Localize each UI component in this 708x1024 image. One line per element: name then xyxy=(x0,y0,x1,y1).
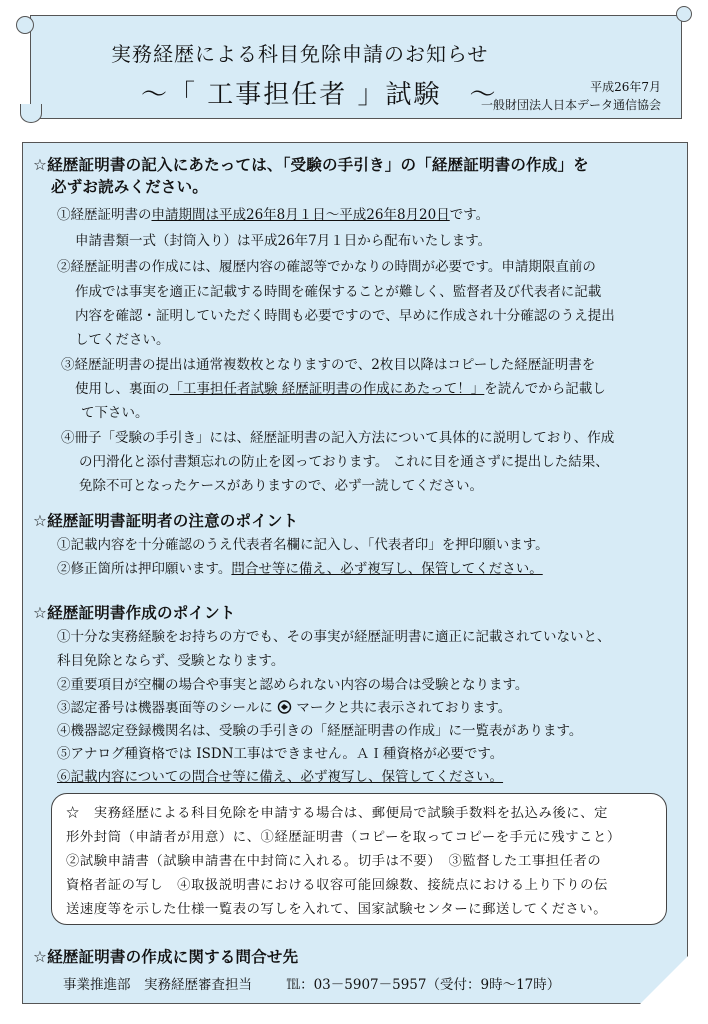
section1-item2-line3: 内容を確認・証明していただく時間も必要ですので、早めに作成され十分確認のうえ提出 xyxy=(75,308,615,324)
notice-line3: ②試験申請書（試験申請書在中封筒に入れる。切手は不要） ③監督した工事担任者の xyxy=(66,854,602,869)
main-panel xyxy=(22,142,688,1004)
header-banner xyxy=(30,15,682,119)
page-fold-corner xyxy=(640,956,688,1004)
notice-line1: ☆ 実務経歴による科目免除を申請する場合は、郵便局で試験手数料を払込み後に、定 xyxy=(66,806,608,821)
contact-heading: ☆経歴証明書の作成に関する問合せ先 xyxy=(33,948,299,966)
section1-item3-line3: て下さい。 xyxy=(81,405,149,421)
section3-item6 xyxy=(57,767,503,787)
section1-item1-line2: 申請書類一式（封筒入り）は平成26年7月１日から配布いたします。 xyxy=(75,233,492,249)
section1-item2-line2: 作成では事実を適正に記載する時間を確保することが難しく、監督者及び代表者に記載 xyxy=(75,284,602,300)
back-side-guide-link: 「工事担任者試験 経歴証明書の作成にあたって！」 xyxy=(169,381,485,397)
section3-item2: ②重要項目が空欄の場合や事実と認められない内容の場合は受験となります。 xyxy=(57,677,529,693)
section2-item1: ①記載内容を十分確認のうえ代表者名欄に記入し、「代表者印」を押印願います。 xyxy=(57,537,549,553)
section3-item4: ④機器認定登録機関名は、受験の手引きの「経歴証明書の作成」に一覧表があります。 xyxy=(57,723,583,739)
section3-heading: ☆経歴証明書作成のポイント xyxy=(33,604,236,622)
scroll-curl-icon xyxy=(16,16,34,34)
keep-copy-note: 問合せ等に備え、必ず複写し、保管してください。 xyxy=(231,561,543,577)
scroll-curl-icon xyxy=(20,104,42,123)
banner-subtitle: ～「 工事担任者 」試験 ～ xyxy=(141,80,498,110)
section1-item3: ③経歴証明書の提出は通常複数枚となりますので、2枚目以降はコピーした経歴証明書を xyxy=(61,357,596,373)
section3-item1-line2: 科目免除とならず、受験となります。 xyxy=(57,653,285,669)
section1-item2: ②経歴証明書の作成には、履歴内容の確認等でかなりの時間が必要です。申請期限直前の xyxy=(57,259,596,275)
contact-tel: ：03－5907－5957（受付：9時～17時） xyxy=(300,977,561,993)
banner-organization: 一般財団法人日本データ通信協会 xyxy=(480,98,661,112)
notice-line5: 送速度等を示した仕様一覧表の写しを入れて、国家試験センターに郵送してください。 xyxy=(66,902,608,917)
section1-item4-line3: 免除不可となったケースがありますので、必ず一読してください。 xyxy=(79,478,484,494)
notice-box xyxy=(51,793,667,925)
section2-item2: ②修正箇所は押印願います。問合せ等に備え、必ず複写し、保管してください。 xyxy=(57,561,543,577)
contact-department: 事業推進部 実務経歴審査担当 xyxy=(63,977,252,993)
section2-heading: ☆経歴証明書証明者の注意のポイント xyxy=(33,512,299,530)
notice-line2: 形外封筒（申請者が用意）に、①経歴証明書（コピーを取ってコピーを手元に残すこと） xyxy=(66,830,621,845)
section1-item4-line2: の円滑化と添付書類忘れの防止を図っております。 これに目を通さずに提出した結果、 xyxy=(79,454,609,470)
section1-item3-line2: 使用し、裏面の「工事担任者試験 経歴証明書の作成にあたって！」を読んでから記載し xyxy=(75,381,606,397)
contact-info xyxy=(63,973,560,993)
application-period: 申請期間は平成26年8月１日～平成26年8月20日 xyxy=(151,207,450,223)
banner-date: 平成26年7月 xyxy=(590,80,661,94)
section3-item3: ③認定番号は機器裏面等のシールに マークと共に表示されております。 xyxy=(57,700,512,716)
section1-item4: ④冊子「受験の手引き」には、経歴証明書の記入方法について具体的に説明しており、作成 xyxy=(61,430,615,446)
scroll-curl-icon xyxy=(676,6,692,22)
section1-item2-line4: してください。 xyxy=(75,332,170,348)
banner-title: 実務経歴による科目免除申請のお知らせ xyxy=(111,42,489,66)
section1-item1: ①経歴証明書の申請期間は平成26年8月１日～平成26年8月20日です。 xyxy=(57,207,490,223)
keep-copy-note-2: ⑥記載内容についての問合せ等に備え、必ず複写し、保管してください。 xyxy=(57,769,504,785)
section1-heading-cont: 必ずお読みください。 xyxy=(51,178,209,196)
notice-line4: 資格者証の写し ④取扱説明書における収容可能回線数、接続点における上り下りの伝 xyxy=(66,878,608,893)
section3-item5: ⑤アナログ種資格では ISDN工事はできません。ＡＩ種資格が必要です。 xyxy=(57,746,504,762)
section1-heading: ☆経歴証明書の記入にあたっては、「受験の手引き」の「経歴証明書の作成」を xyxy=(33,156,589,174)
section3-item1: ①十分な実務経験をお持ちの方でも、その事実が経歴証明書に適正に記載されていないと、 xyxy=(57,629,611,645)
certification-mark-icon xyxy=(277,700,292,714)
tel-icon: ℡ xyxy=(286,977,301,993)
